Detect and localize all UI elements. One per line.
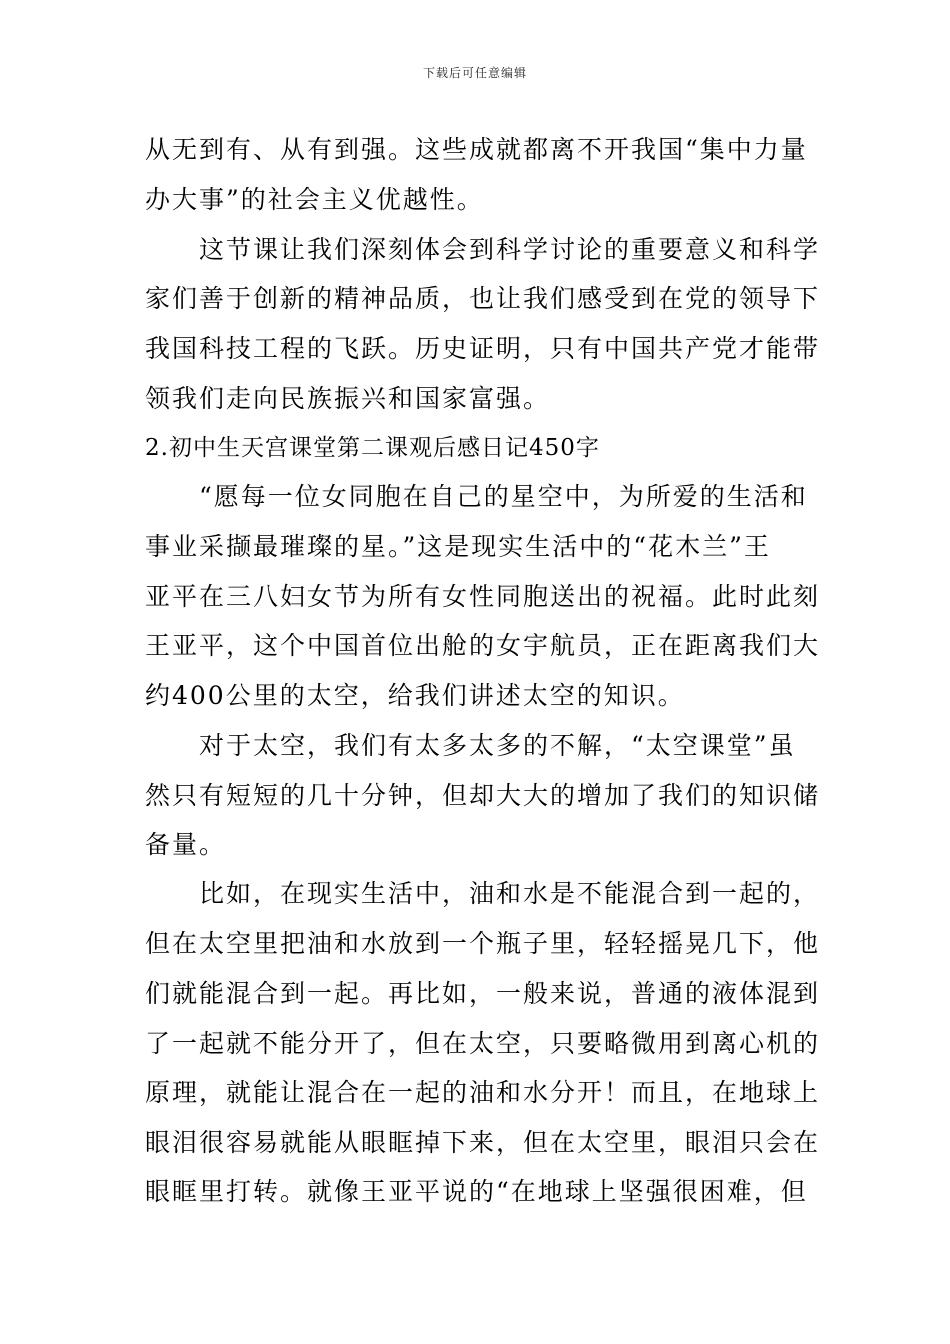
body-line: 眼泪很容易就能从眼眶掉下来，但在太空里，眼泪只会在 (145, 1128, 821, 1157)
body-line: 了一起就不能分开了，但在太空，只要略微用到离心机的 (145, 1029, 821, 1058)
page-header: 下载后可任意编辑 (422, 66, 527, 80)
body-line: 对于太空，我们有太多太多的不解，“太空课堂”虽 (145, 731, 796, 760)
body-line: 王亚平，这个中国首位出舱的女宇航员，正在距离我们大 (145, 631, 821, 660)
body-line: 这节课让我们深刻体会到科学讨论的重要意义和科学 (145, 235, 821, 264)
body-line: “愿每一位女同胞在自己的星空中，为所爱的生活和 (145, 482, 808, 511)
section-heading: 2.初中生天宫课堂第二课观后感日记450字 (145, 435, 600, 461)
body-line: 事业采撷最璀璨的星。”这是现实生活中的“花木兰”王 (145, 532, 771, 561)
body-line: 比如，在现实生活中，油和水是不能混合到一起的， (145, 879, 821, 908)
body-line: 们就能混合到一起。再比如，一般来说，普通的液体混到 (145, 979, 821, 1008)
body-line: 家们善于创新的精神品质，也让我们感受到在党的领导下 (145, 284, 821, 313)
body-line: 从无到有、从有到强。这些成就都离不开我国“集中力量 (145, 135, 808, 164)
body-line: 办大事”的社会主义优越性。 (145, 185, 484, 214)
body-line: 亚平在三八妇女节为所有女性同胞送出的祝福。此时此刻 (145, 582, 821, 611)
body-line: 我国科技工程的飞跃。历史证明，只有中国共产党才能带 (145, 334, 821, 363)
body-line: 约400公里的太空，给我们讲述太空的知识。 (145, 681, 685, 710)
body-line: 然只有短短的几十分钟，但却大大的增加了我们的知识储 (145, 781, 821, 810)
body-line: 原理，就能让混合在一起的油和水分开！而且，在地球上 (145, 1078, 821, 1107)
body-line: 但在太空里把油和水放到一个瓶子里，轻轻摇晃几下，他 (145, 929, 821, 958)
body-line: 领我们走向民族振兴和国家富强。 (145, 384, 551, 413)
body-line: 眼眶里打转。就像王亚平说的“在地球上坚强很困难，但 (145, 1177, 808, 1206)
body-line: 备量。 (145, 830, 227, 859)
